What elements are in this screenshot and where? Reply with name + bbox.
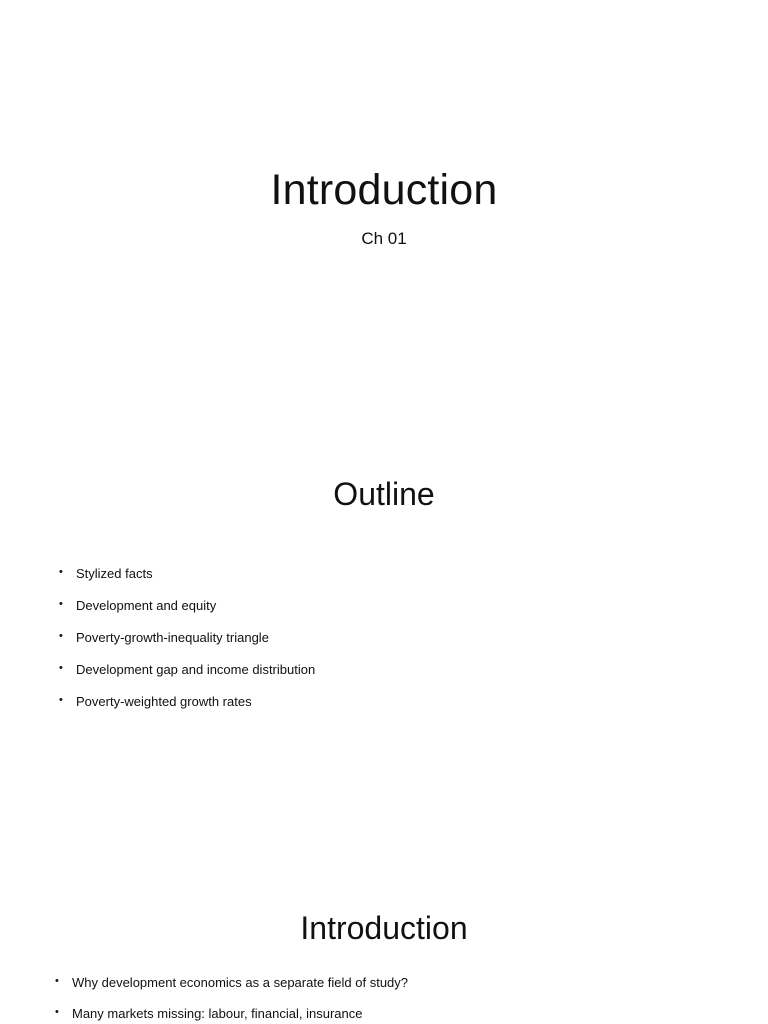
- bullet-marker: •: [59, 598, 63, 610]
- list-item: [59, 630, 315, 662]
- list-item: [59, 598, 315, 630]
- list-item-text: Development gap and income distribution: [76, 662, 316, 677]
- list-item: [59, 662, 316, 694]
- list-item: [59, 694, 315, 726]
- introduction-slide: [0, 880, 768, 1024]
- slide-title: Outline: [333, 476, 435, 512]
- list-item-text: Stylized facts: [76, 566, 153, 581]
- bullet-marker: •: [59, 566, 63, 578]
- bullet-marker: •: [59, 662, 63, 674]
- slide-subtitle: Ch 01: [361, 229, 407, 248]
- list-item: [55, 975, 409, 1006]
- bullet-marker: •: [55, 975, 59, 987]
- bullet-marker: •: [59, 630, 63, 642]
- bullet-list: [59, 566, 316, 726]
- slide-title: Introduction: [270, 166, 498, 214]
- outline-slide: [0, 420, 768, 750]
- slide-title: Introduction: [300, 910, 468, 946]
- title-slide: [0, 0, 768, 320]
- bullet-list: [55, 975, 409, 1024]
- list-item-text: Development and equity: [76, 598, 217, 613]
- list-item-text: Many markets missing: labour, financial, insurance: [72, 1006, 363, 1021]
- list-item-text: Poverty-weighted growth rates: [76, 694, 252, 709]
- list-item-text: Poverty-growth-inequality triangle: [76, 630, 269, 645]
- bullet-marker: •: [55, 1006, 59, 1018]
- bullet-marker: •: [59, 694, 63, 706]
- list-item: [59, 566, 315, 598]
- list-item: [55, 1006, 408, 1024]
- list-item-text: Why development economics as a separate field of study?: [72, 975, 409, 990]
